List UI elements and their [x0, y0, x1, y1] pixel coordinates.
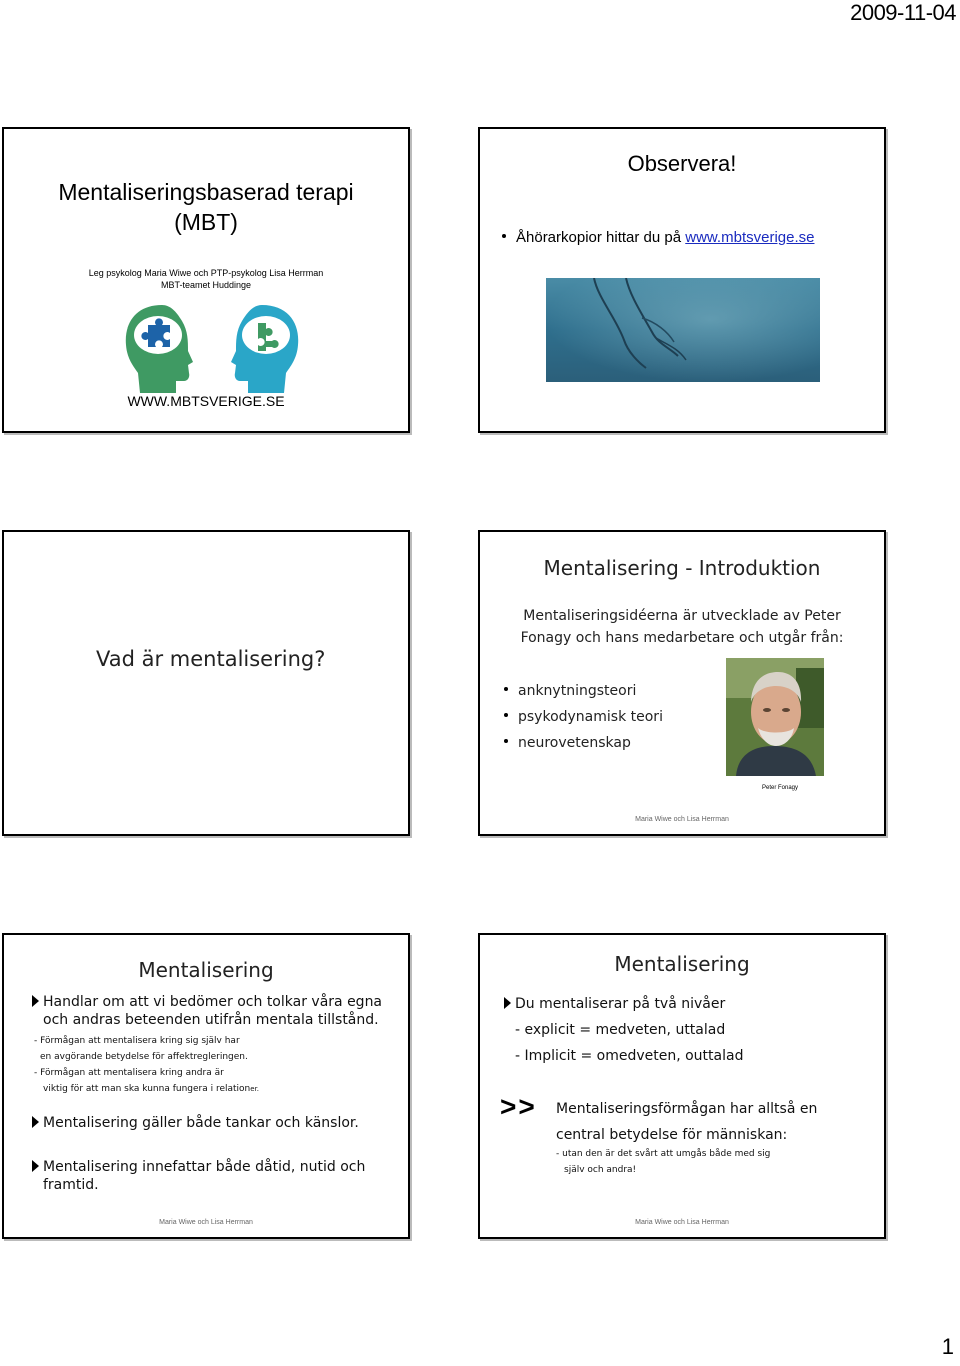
- arrow-bullet-icon: [32, 995, 39, 1007]
- slide-5-sub-1-line2: en avgörande betydelse för affektregleringen.: [40, 1052, 248, 1062]
- slide-1-subtitle-line1: Leg psykolog Maria Wiwe och PTP-psykolog Lisa Herrman: [88, 268, 324, 278]
- slide-3-title: Vad är mentalisering?: [96, 647, 326, 671]
- slide-6-line-explicit: - explicit = medveten, uttalad: [515, 1022, 726, 1038]
- bullet-dot-icon: [502, 234, 506, 238]
- peter-fonagy-photo: [726, 658, 824, 776]
- slide-5-footer: Maria Wiwe och Lisa Herrman: [159, 1219, 253, 1226]
- bullet-dot-icon: [504, 713, 508, 717]
- mbt-logo-image: [122, 301, 302, 402]
- slide-1-title-line2: (MBT): [174, 209, 238, 235]
- slide-2-bullet-text: Åhörarkopior hittar du på: [516, 229, 686, 246]
- slide-3: [2, 530, 410, 836]
- slide-5-point-1: Handlar om att vi bedömer och tolkar våra egna: [32, 993, 382, 1011]
- slide-4-intro-line2: Fonagy och hans medarbetare och utgår från:: [520, 630, 844, 646]
- slide-4: [478, 530, 886, 836]
- slide-2: [478, 127, 886, 433]
- slide-4-footer: Maria Wiwe och Lisa Herrman: [635, 816, 729, 823]
- bullet-dot-icon: [504, 739, 508, 743]
- slide-5-sub-2-line1: - Förmågan att mentalisera kring andra är: [34, 1068, 224, 1078]
- slide-6: [478, 933, 886, 1239]
- print-date: 2009-11-04: [850, 0, 956, 25]
- page-number: 1: [941, 1334, 954, 1359]
- slide-6-footer: Maria Wiwe och Lisa Herrman: [635, 1219, 729, 1226]
- bullet-dot-icon: [504, 687, 508, 691]
- slide-5-sub-1-line1: - Förmågan att mentalisera kring sig själv har: [34, 1036, 240, 1046]
- slide-6-note-line2: själv och andra!: [564, 1165, 637, 1175]
- slide-5-point-3: Mentalisering innefattar både dåtid, nutid och: [32, 1158, 365, 1176]
- arrow-bullet-icon: [32, 1116, 39, 1128]
- slide-5-point-2: Mentalisering gäller både tankar och känslor.: [32, 1115, 359, 1131]
- photo-caption: Peter Fonagy: [762, 785, 799, 791]
- slide-5-point-1-cont: och andras beteenden utifrån mentala tillstånd.: [43, 1012, 379, 1028]
- arrow-bullet-icon: [504, 997, 511, 1009]
- slide-6-conclusion-line1: Mentaliseringsförmågan har alltså en: [556, 1101, 818, 1117]
- arrow-bullet-icon: [32, 1160, 39, 1172]
- slide-6-line-implicit: - Implicit = omedveten, outtalad: [515, 1048, 744, 1064]
- slide-4-bullet-list: [504, 678, 663, 756]
- slide-5: [2, 933, 410, 1239]
- slide-1-title-line1: Mentaliseringsbaserad terapi: [58, 179, 354, 205]
- logo-url-text: WWW.MBTSVERIGE.SE: [127, 393, 285, 409]
- double-chevron-icon: >>: [500, 1091, 537, 1122]
- slide-4-title: Mentalisering - Introduktion: [543, 556, 821, 580]
- slide-2-bullet: [502, 229, 814, 246]
- slide-4-intro-line1: Mentaliseringsidéerna är utvecklade av Peter: [523, 608, 841, 624]
- slide-1: [2, 127, 410, 433]
- slide-2-title: Observera!: [627, 151, 737, 176]
- slide-6-note-line1: - utan den är det svårt att umgås både med sig: [556, 1149, 771, 1159]
- slide-5-title: Mentalisering: [138, 958, 274, 982]
- list-item: anknytningsteori: [504, 678, 663, 704]
- slide-5-sub-2-line2: viktig för att man ska kunna fungera i relationer.: [43, 1084, 260, 1094]
- list-item: neurovetenskap: [504, 730, 663, 756]
- slide-6-title: Mentalisering: [614, 952, 750, 976]
- mbtsverige-link[interactable]: www.mbtsverige.se: [685, 229, 815, 246]
- list-item: psykodynamisk teori: [504, 704, 663, 730]
- slide-1-subtitle-line2: MBT-teamet Huddinge: [160, 280, 252, 290]
- slide-6-conclusion-line2: central betydelse för människan:: [556, 1127, 788, 1143]
- slide-5-point-3-cont: framtid.: [43, 1177, 99, 1193]
- slide-6-point-1: Du mentaliserar på två nivåer: [504, 991, 743, 1017]
- water-photo: [546, 278, 820, 382]
